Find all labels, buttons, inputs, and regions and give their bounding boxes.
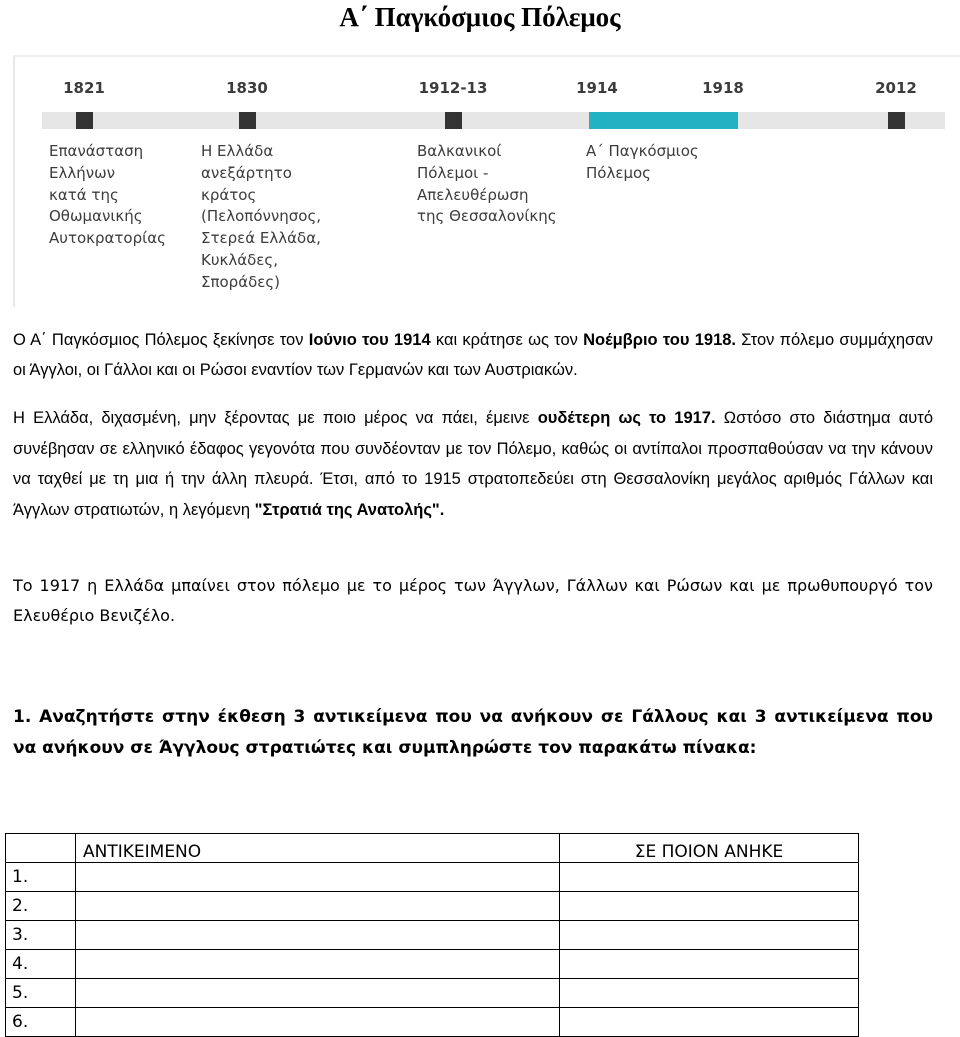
- text-span: Η Ελλάδα, διχασμένη, μην ξέροντας με ποιο μέρος να πάει, έμεινε: [13, 409, 538, 427]
- table-row: [6, 921, 859, 950]
- owner-cell[interactable]: [560, 950, 859, 979]
- timeline-marker-1912: [445, 112, 462, 129]
- table-header-owner: ΣΕ ΠΟΙΟΝ ΑΝΗΚΕ: [560, 834, 859, 863]
- timeline-event-1912: Βαλκανικοί Πόλεμοι - Απελευθέρωση της Θεσσαλονίκης: [417, 142, 557, 226]
- timeline-year-1918: 1918: [702, 79, 744, 97]
- timeline-year-1912-13: 1912-13: [418, 79, 488, 97]
- text-span: Ωστόσο στο διάστημα αυτό συνέβησαν σε ελληνικό έδαφος γεγονότα που συνδέονταν με τον Πόλεμο, καθώς οι αντίπαλοι προσπαθούσαν να την κάνουν να ταχθεί με τη μια ή την άλλη πλευρά. Έτσι, από το 1915 στρατοπεδεύει στη Θεσσαλονίκη μεγάλος αριθμός Γάλλων και Άγγλων στρατιωτών, η λεγόμενη: [13, 409, 934, 519]
- emphasis-date-end: Νοέμβριο του 1918.: [583, 331, 737, 349]
- timeline-marker-1830: [239, 112, 256, 129]
- table-header-row: [6, 834, 859, 863]
- emphasis-date-start: Ιούνιο του 1914: [308, 331, 431, 349]
- row-number: 1.: [6, 863, 76, 892]
- owner-cell[interactable]: [560, 892, 859, 921]
- table-row: [6, 979, 859, 1008]
- row-number: 2.: [6, 892, 76, 921]
- timeline-bar: [42, 112, 945, 129]
- timeline-marker-2012: [888, 112, 905, 129]
- row-number: 5.: [6, 979, 76, 1008]
- timeline-event-1830: Η Ελλάδα ανεξάρτητο κράτος (Πελοπόννησος, Στερεά Ελλάδα, Κυκλάδες, Σποράδες): [201, 142, 322, 291]
- owner-cell[interactable]: [560, 921, 859, 950]
- object-cell[interactable]: [76, 1008, 560, 1037]
- timeline-event-1914: Α΄ Παγκόσμιος Πόλεμος: [586, 142, 699, 182]
- timeline-year-1830: 1830: [226, 79, 268, 97]
- object-cell[interactable]: [76, 863, 560, 892]
- table-header-object: ΑΝΤΙΚΕΙΜΕΝΟ: [76, 834, 560, 863]
- text-span: Στον πόλεμο συμμάχησαν οι Άγγλοι, οι Γάλλοι και οι Ρώσοι εναντίον των Γερμανών και των Αυστριακών.: [13, 331, 934, 379]
- emphasis-army: "Στρατιά της Ανατολής".: [254, 500, 445, 519]
- object-cell[interactable]: [76, 892, 560, 921]
- text-span: και κράτησε ως τον: [430, 331, 584, 349]
- venizelos-paragraph: Το 1917 η Ελλάδα μπαίνει στον πόλεμο με το μέρος των Άγγλων, Γάλλων και Ρώσων και με πρωθυπουργό τον Ελευθέριο Βενιζέλο.: [13, 576, 933, 625]
- owner-cell[interactable]: [560, 1008, 859, 1037]
- timeline-graphic: [13, 55, 960, 307]
- table-row: [6, 1008, 859, 1037]
- text-span: Ο Α΄ Παγκόσμιος Πόλεμος ξεκίνησε τον: [13, 331, 309, 349]
- table-row: [6, 892, 859, 921]
- timeline-year-2012: 2012: [875, 79, 917, 97]
- table-header-number: [6, 834, 76, 863]
- owner-cell[interactable]: [560, 863, 859, 892]
- table-row: [6, 863, 859, 892]
- row-number: 6.: [6, 1008, 76, 1037]
- owner-cell[interactable]: [560, 979, 859, 1008]
- page-title: Α΄ Παγκόσμιος Πόλεμος: [339, 2, 621, 32]
- timeline-marker-1821: [76, 112, 93, 129]
- table-row: [6, 950, 859, 979]
- row-number: 3.: [6, 921, 76, 950]
- timeline-year-1821: 1821: [63, 79, 105, 97]
- timeline-years: [15, 79, 960, 99]
- row-number: 4.: [6, 950, 76, 979]
- intro-paragraph: [13, 326, 933, 385]
- question-text: 1. Αναζητήστε στην έκθεση 3 αντικείμενα που να ανήκουν σε Γάλλους και 3 αντικείμενα που να ανήκουν σε Άγγλους στρατιώτες και συμπληρώστε τον παρακάτω πίνακα:: [13, 707, 933, 758]
- object-cell[interactable]: [76, 921, 560, 950]
- object-cell[interactable]: [76, 950, 560, 979]
- timeline-highlight-ww1: [589, 112, 738, 129]
- emphasis-neutral: ουδέτερη ως το 1917.: [537, 409, 716, 427]
- answer-table: [5, 833, 859, 1037]
- timeline-event-1821: Επανάσταση Ελλήνων κατά της Οθωμανικής Αυτοκρατορίας: [49, 142, 166, 248]
- object-cell[interactable]: [76, 979, 560, 1008]
- greece-paragraph: [13, 403, 933, 525]
- timeline-year-1914: 1914: [576, 79, 618, 97]
